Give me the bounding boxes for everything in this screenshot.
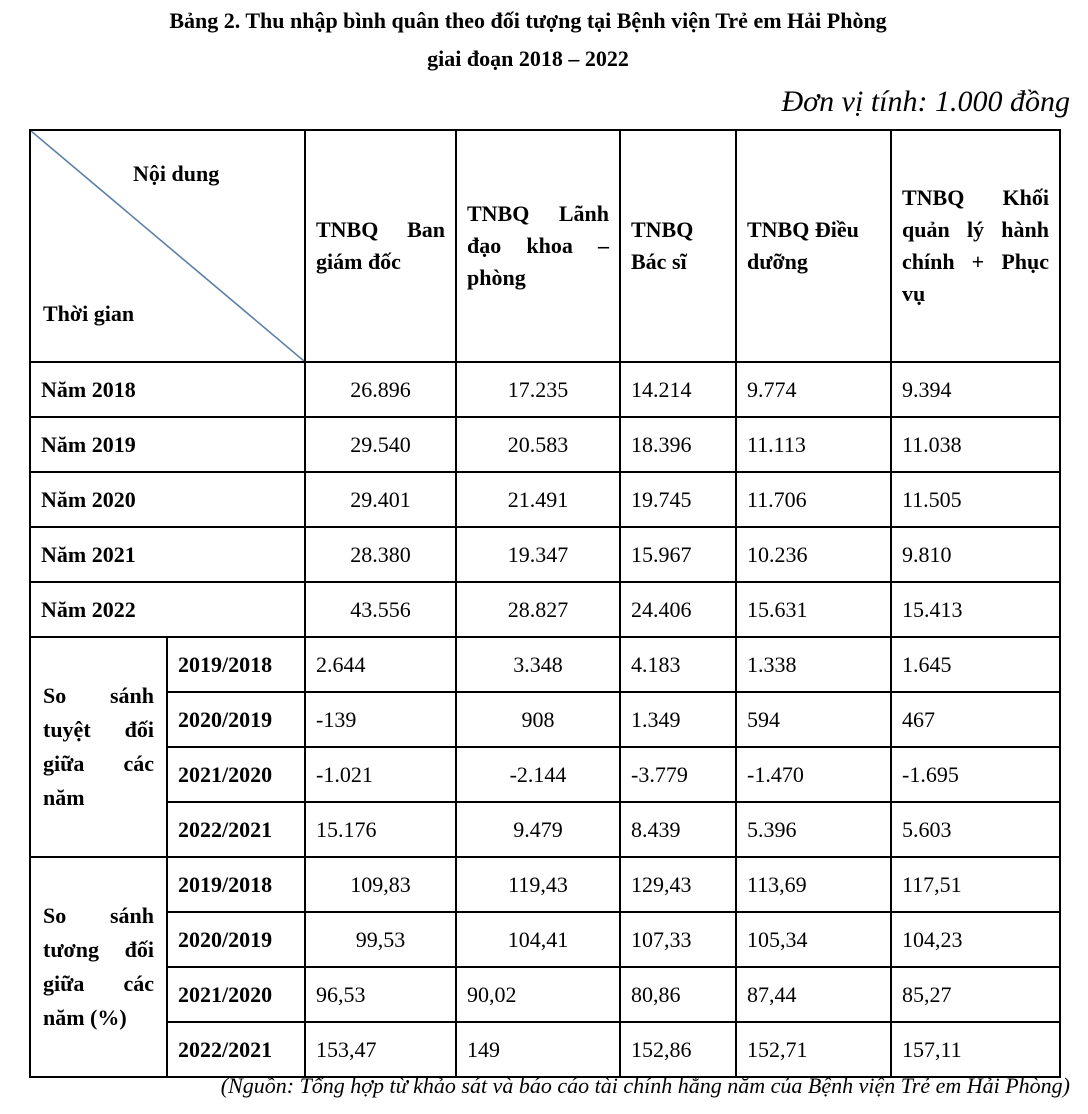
table-cell: -1.021 [305,747,456,802]
table-row [30,747,1060,802]
table-cell: 152,71 [736,1022,891,1077]
table-cell: 109,83 [305,857,456,912]
table-cell: 18.396 [620,417,736,472]
table-cell: 10.236 [736,527,891,582]
table-cell: -1.470 [736,747,891,802]
table-cell: 11.505 [891,472,1060,527]
table-cell: 28.827 [456,582,620,637]
period-label: 2022/2021 [167,1022,305,1077]
table-row [30,362,1060,417]
table-cell: 11.113 [736,417,891,472]
table-cell: 14.214 [620,362,736,417]
column-header-khoi-quan-ly: TNBQ Khối quản lý hành chính + Phục vụ [891,130,1060,362]
header-row [30,130,1060,362]
period-label: 2021/2020 [167,747,305,802]
diagonal-header-cell [30,130,305,362]
table-cell: 129,43 [620,857,736,912]
column-header-ban-giam-doc: TNBQ Ban giám đốc [305,130,456,362]
table-cell: 5.396 [736,802,891,857]
header-thoi-gian: Thời gian [43,301,135,326]
table-cell: 113,69 [736,857,891,912]
table-cell: 43.556 [305,582,456,637]
table-cell: 3.348 [456,637,620,692]
column-header-lanh-dao-khoa: TNBQ Lãnh đạo khoa – phòng [456,130,620,362]
table-row [30,582,1060,637]
period-label: 2022/2021 [167,802,305,857]
group-label-absolute: So sánh tuyệt đối giữa các năm [30,637,167,857]
group-label-relative: So sánh tương đối giữa các năm (%) [30,857,167,1077]
table-cell: 8.439 [620,802,736,857]
table-cell: 15.967 [620,527,736,582]
table-row [30,692,1060,747]
column-header-bac-si: TNBQ Bác sĩ [620,130,736,362]
period-label: 2020/2019 [167,912,305,967]
table-cell: 29.540 [305,417,456,472]
table-cell: 90,02 [456,967,620,1022]
table-cell: 26.896 [305,362,456,417]
table-cell: 152,86 [620,1022,736,1077]
table-row [30,802,1060,857]
table-cell: 9.479 [456,802,620,857]
period-label: 2021/2020 [167,967,305,1022]
table-subtitle: giai đoạn 2018 – 2022 [427,46,629,71]
period-label: 2020/2019 [167,692,305,747]
table-cell: 99,53 [305,912,456,967]
table-cell: 96,53 [305,967,456,1022]
table-cell: 117,51 [891,857,1060,912]
row-label: Năm 2020 [30,472,305,527]
table-cell: 24.406 [620,582,736,637]
table-cell: 9.810 [891,527,1060,582]
table-cell: -3.779 [620,747,736,802]
table-cell: 29.401 [305,472,456,527]
table-cell: 19.347 [456,527,620,582]
source-note: (Nguồn: Tổng hợp từ khảo sát và báo cáo tài chính hằng năm của Bệnh viện Trẻ em Hải Phòng) [220,1073,1070,1098]
table-cell: 15.631 [736,582,891,637]
table-cell: 1.338 [736,637,891,692]
table-cell: 1.645 [891,637,1060,692]
table-cell: 28.380 [305,527,456,582]
income-table [29,129,1061,1078]
table-cell: -1.695 [891,747,1060,802]
table-cell: 11.038 [891,417,1060,472]
table-cell: 85,27 [891,967,1060,1022]
header-noi-dung: Nội dung [133,161,220,186]
table-cell: 104,23 [891,912,1060,967]
table-row [30,967,1060,1022]
table-cell: 104,41 [456,912,620,967]
table-cell: 9.774 [736,362,891,417]
row-label: Năm 2019 [30,417,305,472]
table-cell: 15.413 [891,582,1060,637]
table-cell: 17.235 [456,362,620,417]
table-cell: 105,34 [736,912,891,967]
table-title: Bảng 2. Thu nhập bình quân theo đối tượng tại Bệnh viện Trẻ em Hải Phòng [169,8,887,33]
table-row [30,417,1060,472]
table-cell: 15.176 [305,802,456,857]
table-cell: 908 [456,692,620,747]
table-cell: 80,86 [620,967,736,1022]
table-cell: 107,33 [620,912,736,967]
period-label: 2019/2018 [167,857,305,912]
table-cell: -139 [305,692,456,747]
table-cell: 20.583 [456,417,620,472]
table-cell: 4.183 [620,637,736,692]
table-cell: 119,43 [456,857,620,912]
table-row [30,857,1060,912]
table-cell: 157,11 [891,1022,1060,1077]
table-row [30,912,1060,967]
table-cell: 1.349 [620,692,736,747]
table-row [30,472,1060,527]
period-label: 2019/2018 [167,637,305,692]
table-cell: 149 [456,1022,620,1077]
table-row [30,637,1060,692]
table-row [30,1022,1060,1077]
row-label: Năm 2021 [30,527,305,582]
row-label: Năm 2022 [30,582,305,637]
unit-note: Đơn vị tính: 1.000 đồng [781,85,1070,118]
table-row [30,527,1060,582]
table-cell: 87,44 [736,967,891,1022]
table-cell: 153,47 [305,1022,456,1077]
table-cell: 19.745 [620,472,736,527]
row-label: Năm 2018 [30,362,305,417]
column-header-dieu-duong: TNBQ Điều dưỡng [736,130,891,362]
table-cell: 11.706 [736,472,891,527]
table-cell: 5.603 [891,802,1060,857]
table-cell: 21.491 [456,472,620,527]
table-cell: -2.144 [456,747,620,802]
table-cell: 9.394 [891,362,1060,417]
table-cell: 467 [891,692,1060,747]
table-cell: 2.644 [305,637,456,692]
table-cell: 594 [736,692,891,747]
